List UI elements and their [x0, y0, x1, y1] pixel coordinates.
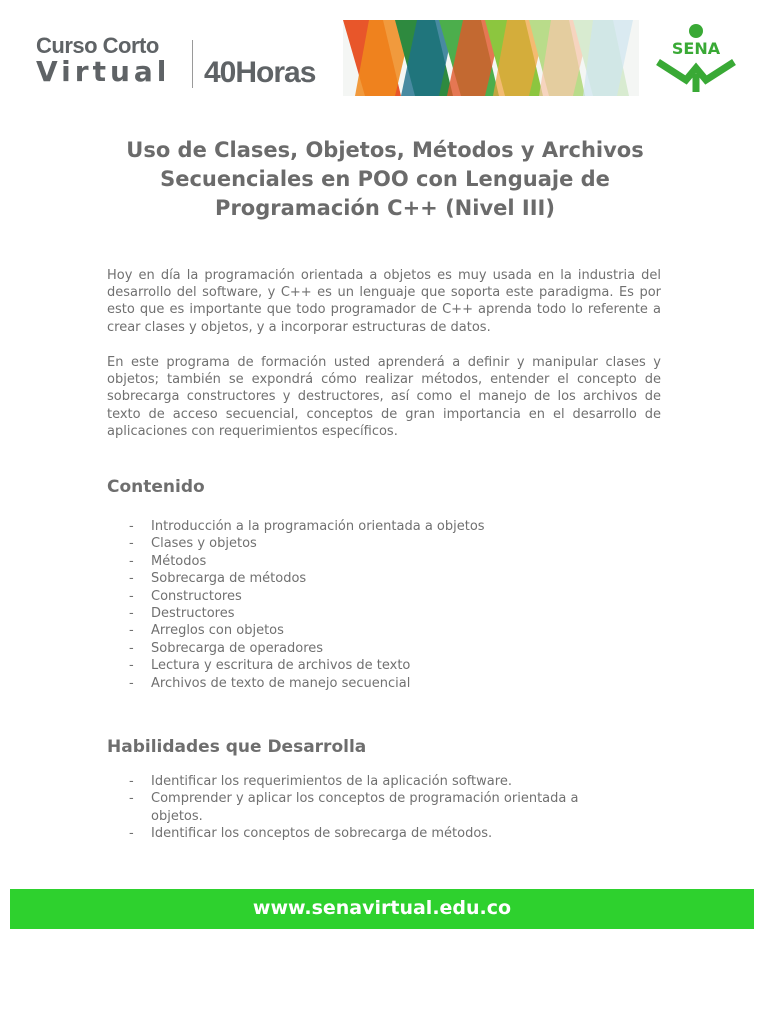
list-item [107, 790, 627, 825]
list-item [107, 825, 627, 842]
list-item-text: Identificar los requerimientos de la aplicación software. [151, 774, 512, 789]
list-bullet: - [129, 826, 134, 842]
list-bullet: - [129, 571, 134, 587]
list-item [107, 570, 627, 587]
list-item [107, 657, 627, 674]
header [0, 0, 768, 110]
list-item [107, 675, 627, 692]
list-item-text: Archivos de texto de manejo secuencial [151, 675, 411, 691]
list-item [107, 518, 627, 535]
list-bullet: - [129, 606, 134, 622]
list-item [107, 640, 627, 657]
title-line: Secuenciales en POO con Lenguaje de [160, 167, 610, 191]
list-item [107, 588, 627, 605]
program-paragraph: En este programa de formación usted aprenderá a definir y manipular clases y objetos; también se expondrá cómo realizar métodos, entender el concepto de sobrecarga constructores y destructores, así como el manejo de los archivos de texto de acceso secuencial, conceptos de gran importancia en el desarrollo de aplicaciones con requerimientos específicos. [107, 355, 661, 439]
list-bullet: - [129, 640, 134, 656]
list-bullet: - [129, 791, 134, 807]
list-bullet: - [129, 774, 134, 789]
course-hours: 40Horas [204, 56, 316, 89]
list-item [107, 773, 627, 790]
title-line: Programación C++ (Nivel III) [215, 196, 555, 220]
brand-line1: Curso Corto [36, 33, 159, 58]
page-title [90, 136, 680, 223]
list-item [107, 553, 627, 570]
list-item [107, 622, 627, 639]
list-item [107, 535, 627, 552]
brand-line2: Virtual [36, 55, 171, 88]
list-item-text: Lectura y escritura de archivos de texto [151, 658, 411, 674]
contenido-heading: Contenido [107, 477, 205, 497]
list-item-text: Identificar los conceptos de sobrecarga de métodos. [151, 826, 493, 842]
website-link[interactable]: www.senavirtual.edu.co [252, 897, 512, 919]
habilidades-list [107, 773, 627, 843]
list-item-text: Sobrecarga de operadores [151, 640, 324, 656]
contenido-list [107, 518, 627, 692]
list-item [107, 605, 627, 622]
list-item-text: Destructores [151, 606, 235, 622]
sena-logo-text: SENA [671, 39, 721, 58]
brand-divider [192, 40, 193, 88]
banner-graphic [343, 20, 639, 96]
list-bullet: - [129, 519, 134, 534]
title-line: Uso de Clases, Objetos, Métodos y Archivos [126, 138, 644, 162]
list-item-text: Constructores [151, 588, 242, 604]
list-item-text: Introducción a la programación orientada a objetos [151, 519, 485, 534]
list-bullet: - [129, 623, 134, 639]
list-bullet: - [129, 536, 134, 552]
list-item-text: Arreglos con objetos [151, 623, 284, 639]
footer-bar [10, 889, 754, 929]
list-bullet: - [129, 553, 134, 569]
list-bullet: - [129, 588, 134, 604]
list-item-text: Sobrecarga de métodos [151, 571, 307, 587]
list-item-text: Clases y objetos [151, 536, 257, 552]
intro-paragraph: Hoy en día la programación orientada a objetos es muy usada en la industria del desarrollo del software, y C++ es un lenguaje que soporta este paradigma. Es por esto que es importante que todo programador de C++ aprenda todo lo referente a crear clases y objetos, y a incorporar estructuras de datos. [107, 268, 661, 335]
list-item-text: Comprender y aplicar los conceptos de programación orientada a objetos. [151, 791, 579, 824]
sena-logo [650, 22, 742, 94]
list-item-text: Métodos [151, 553, 207, 569]
habilidades-heading: Habilidades que Desarrolla [107, 737, 367, 757]
list-bullet: - [129, 658, 134, 674]
list-bullet: - [129, 675, 134, 691]
